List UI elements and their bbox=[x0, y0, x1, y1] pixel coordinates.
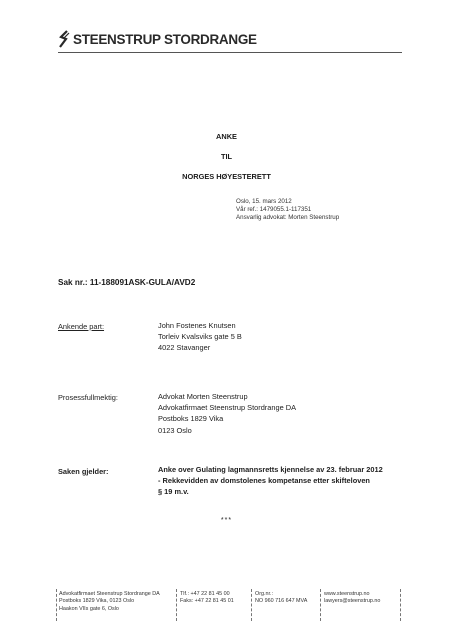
responsible-lawyer: Ansvarlig advokat: Morten Steenstrup bbox=[236, 214, 340, 221]
title-court: NORGES HØYESTERETT bbox=[182, 172, 271, 181]
title-anke: ANKE bbox=[216, 132, 237, 141]
footer-line: Postboks 1829 Vika, 0123 Oslo bbox=[59, 598, 135, 605]
header-rule bbox=[58, 52, 402, 53]
footer-web bbox=[324, 591, 380, 606]
firm-name: STEENSTRUP STORDRANGE bbox=[73, 31, 257, 47]
appellant-details bbox=[158, 320, 242, 354]
firm-logo-icon bbox=[58, 30, 70, 48]
footer-line: Advokatfirmaet Steenstrup Stordrange DA bbox=[59, 591, 160, 597]
appellant-line: Torleiv Kvalsviks gate 5 B bbox=[158, 332, 242, 342]
footer-line: Org.nr.: bbox=[255, 591, 273, 597]
section-separator: *** bbox=[220, 517, 233, 524]
footer-email[interactable]: lawyers@steenstrup.no bbox=[324, 598, 381, 605]
subject-label: Saken gjelder: bbox=[58, 467, 109, 476]
firm-logo bbox=[58, 30, 257, 48]
our-reference: Vår ref.: 1479055.1-117351 bbox=[236, 206, 312, 213]
footer-line: Tlf.: +47 22 81 45 00 bbox=[180, 591, 230, 597]
appellant-line: 4022 Stavanger bbox=[158, 343, 211, 353]
footer-org bbox=[255, 591, 307, 606]
footer-line: NO 960 716 647 MVA bbox=[255, 598, 308, 605]
subject-line: § 19 m.v. bbox=[158, 486, 189, 496]
counsel-line: Advokat Morten Steenstrup bbox=[158, 392, 248, 401]
counsel-details bbox=[158, 391, 296, 436]
counsel-line: Postboks 1829 Vika bbox=[158, 414, 224, 424]
title-til: TIL bbox=[220, 152, 233, 161]
footer-phone bbox=[180, 591, 234, 606]
case-number: Sak nr.: 11-188091ASK-GULA/AVD2 bbox=[58, 278, 196, 287]
footer-website[interactable]: www.steenstrup.no bbox=[324, 591, 370, 597]
place-date: Oslo, 15. mars 2012 bbox=[236, 198, 292, 205]
footer-divider bbox=[400, 589, 401, 621]
appellant-label: Ankende part: bbox=[58, 322, 105, 331]
footer-divider bbox=[176, 589, 177, 621]
subject-line: Anke over Gulating lagmannsretts kjennelse av 23. februar 2012 bbox=[158, 465, 383, 474]
counsel-line: 0123 Oslo bbox=[158, 425, 192, 435]
footer-divider bbox=[56, 589, 57, 621]
footer-divider bbox=[320, 589, 321, 621]
appellant-line: John Fostenes Knutsen bbox=[158, 321, 236, 330]
footer-line: Haakon VIIs gate 6, Oslo bbox=[59, 605, 119, 612]
footer-address bbox=[59, 591, 160, 613]
footer-line: Faks: +47 22 81 45 01 bbox=[180, 598, 234, 605]
subject-details bbox=[158, 465, 383, 497]
subject-line: - Rekkevidden av domstolenes kompetanse etter skifteloven bbox=[158, 475, 370, 485]
counsel-line: Advokatfirmaet Steenstrup Stordrange DA bbox=[158, 403, 297, 413]
counsel-label: Prosessfullmektig: bbox=[58, 393, 118, 402]
footer-divider bbox=[251, 589, 252, 621]
